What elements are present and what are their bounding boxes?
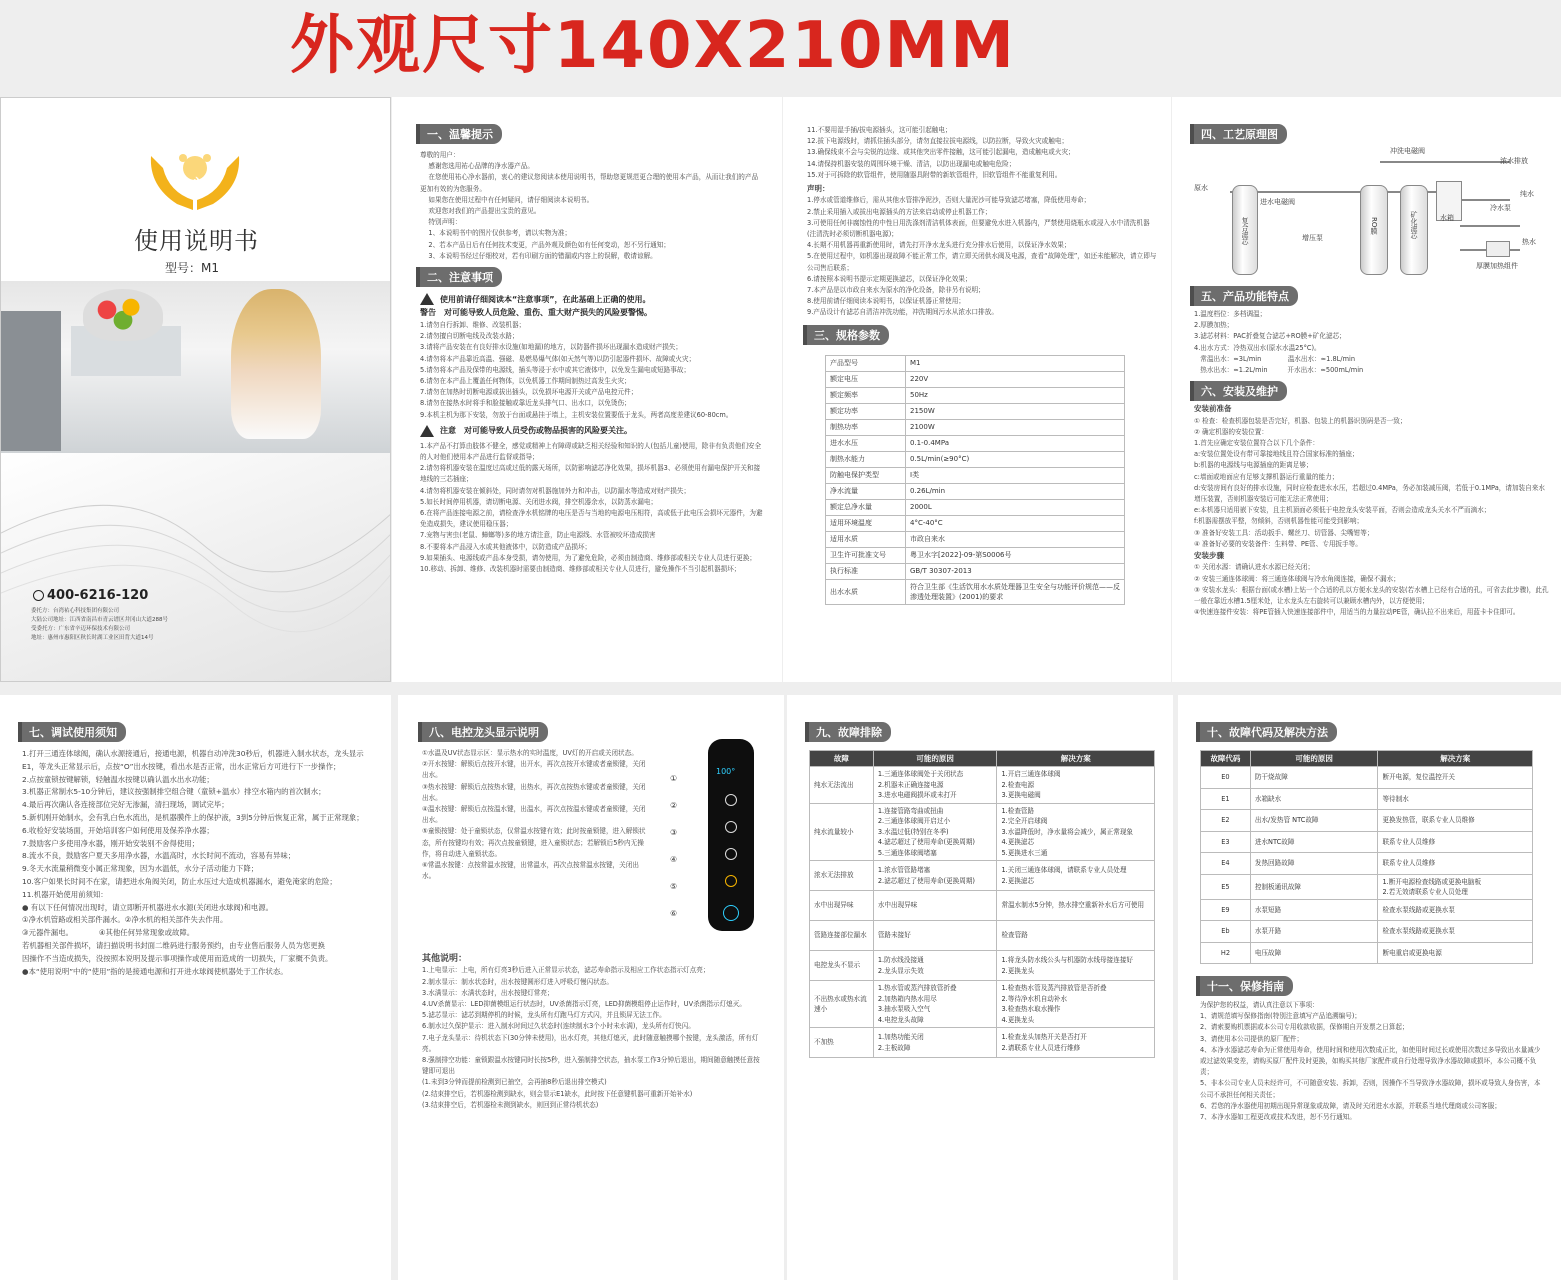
spec-name: 制热功率 xyxy=(826,419,906,435)
table-row xyxy=(1201,874,1533,899)
page-faucet-display xyxy=(398,695,784,1280)
solution-cell: 断开电源，复位温控开关 xyxy=(1378,767,1533,789)
table-row xyxy=(810,803,1155,861)
spec-name: 适用环境温度 xyxy=(826,515,906,531)
spec-name: 卫生许可批准文号 xyxy=(826,547,906,563)
spec-name: 额定功率 xyxy=(826,403,906,419)
section-title: 八、电控龙头显示说明 xyxy=(422,722,548,742)
other-notes-list: 1.上电显示：上电，所有灯亮3秒后进入正常显示状态，滤芯寿命指示及相应工作状态指示灯点亮； 2.制水显示：制水状态时，出水按键圆形灯进入呼吸灯慢闪状态。 3.水满显示：水满状态时，出水按键灯常亮； 4.UV杀菌显示：LED抑菌模组运行状态时，UV杀菌指示灯亮，LED抑菌模组停止运作时，UV杀菌指示灯熄灭。 5.滤芯显示：滤芯到期停机的时候，龙头所有灯跑马灯方式闪，并且锁屏无法工作。 6.制水过久保护显示：进入制水时间过久状态时(连续制水3个小时未水满)，龙头所有灯快闪。 7.电子龙头显示：待机状态下(30分钟未使用)，出水灯亮，其他灯熄灭，此时随意触摸哪个按键，龙头激活，所有灯亮。 8.强制排空功能：童锁跟温水按键同时长按5秒，进入强制排空状态，抽水泵工作3分钟后退出，期间随意触摸任意按键即可退出 (1.未到3分钟而提前检测到已抽空，会再抽8秒后退出排空模式) (2.结束排空后，若机器检测到缺水，则会显示E1缺水，此时按下任意键机器可重新开始补水) (3.结束排空后，若机器检未测到缺水，则回到正常待机状态) xyxy=(422,966,760,1109)
solution-cell: 检查管路 xyxy=(997,921,1155,951)
spec-row xyxy=(826,403,1125,419)
cause-cell: 1.加热功能关闭 2.主板故障 xyxy=(873,1028,997,1058)
spec-row xyxy=(826,419,1125,435)
cause-cell: 控制板通讯故障 xyxy=(1250,874,1378,899)
label-mineral: 矿化滤芯 xyxy=(1410,211,1418,239)
precaution-continued: 11.不要用湿手插/拔电源插头，这可能引起触电； 12.拔下电源线时，请抓住插头部分，请勿直接拉拔电源线，以防拉断，导致火灾或触电； 13.确保线束不会与尖锐的边缘、或其他突出零件接触，这可能引起漏电，造成触电或火灾； 14.请保持机器安装的周围环境干燥、清洁，以防出现漏电或触电危险； 15.对于可拆除的软管组件，使用随器具附带的新软管组件，旧软管组件不能重复利用。 xyxy=(807,126,1075,179)
spec-value: 0.5L/min(≥90°C) xyxy=(906,451,1125,467)
column-header: 可能的原因 xyxy=(873,751,997,767)
spec-value: 220V xyxy=(906,371,1125,387)
child-lock-button[interactable] xyxy=(725,875,737,887)
spec-row xyxy=(826,435,1125,451)
section-title: 十一、保修指南 xyxy=(1200,976,1293,996)
page-statement-spec xyxy=(783,97,1171,682)
cause-cell: 水中出现异味 xyxy=(873,891,997,921)
spec-table xyxy=(825,355,1125,605)
spec-row xyxy=(826,563,1125,579)
label-rinse-valve: 冲洗电磁阀 xyxy=(1390,147,1425,155)
fault-cell: 水中出现异味 xyxy=(810,891,874,921)
spec-name: 产品型号 xyxy=(826,355,906,371)
spec-row xyxy=(826,451,1125,467)
section-title: 五、产品功能特点 xyxy=(1194,286,1298,306)
cause-cell: 1.防水线没接通 2.龙头显示失效 xyxy=(873,951,997,981)
spec-name: 适用水质 xyxy=(826,531,906,547)
cause-cell: 1.连接管路弯曲或扭曲 2.三通连体球阀开启过小 3.水温过低(特别在冬季) 4.滤芯超过了使用寿命(更换周期) 5.三通连体球阀堵塞 xyxy=(873,803,997,861)
spec-row xyxy=(826,579,1125,604)
spec-value: 粤卫水字[2022]-09-第S0006号 xyxy=(906,547,1125,563)
page-tips-precautions xyxy=(392,97,782,682)
spec-name: 额定总净水量 xyxy=(826,499,906,515)
warm-button[interactable] xyxy=(725,848,737,860)
caution-icon xyxy=(420,425,434,437)
spec-row xyxy=(826,467,1125,483)
steps-heading: 安装步骤 xyxy=(1194,551,1224,561)
table-row xyxy=(1201,921,1533,943)
manual-title: 使用说明书 xyxy=(134,227,259,255)
spec-value: 0.26L/min xyxy=(906,483,1125,499)
kitchen-photo xyxy=(1,281,391,453)
solution-cell: 联系专业人员维修 xyxy=(1378,831,1533,853)
page-troubleshooting xyxy=(787,695,1173,1280)
phone-icon xyxy=(33,590,44,601)
spec-row xyxy=(826,531,1125,547)
prep-list: ① 检查：检查机器包装是否完好，机器、包装上的机器识别码是否一致； ② 确定机器的安装位置： 1.首先应确定安装位置符合以下几个条件： a:安装位置处设有带可靠接地线且符合国家标准的插座； b:机器的电源线与电源插座的距离足够； c:墙面或地面应有足够支撑机器运行重量的能力； d:安装房间有良好的排水设施，同时应检查进水水压，若超过0.4MPa，务必加装减压阀，若低于0.1MPa，请加装自来水增压装置，否则机器安装后可能无法正常使用； e:本机器只适用嵌下安装，且主机顶面必须低于电控龙头安装平面，否则会造成龙头关水不严而滴水； f:机器需摆放平整，勿倾斜，否则机器性能可能受到影响； ③ 准备好安装工具：活动扳手、螺丝刀、切管器、尖嘴钳等； ④ 准备好必要的安装备件：生料带、PE管、专用扳手等。 xyxy=(1194,416,1545,548)
spec-value: GB/T 30307-2013 xyxy=(906,563,1125,579)
normal-water-button[interactable] xyxy=(723,905,739,921)
code-cell: E2 xyxy=(1201,810,1251,832)
cause-cell: 进水NTC故障 xyxy=(1250,831,1378,853)
spec-row xyxy=(826,499,1125,515)
solution-cell: 常温水制水5分钟，热水排空重新补水后方可使用 xyxy=(997,891,1155,921)
temperature-readout: 100° xyxy=(716,767,736,776)
section-title: 二、注意事项 xyxy=(420,267,502,287)
section-title: 四、工艺原理图 xyxy=(1194,124,1287,144)
table-row xyxy=(1201,788,1533,810)
solution-cell: 检查水泵线路或更换水泵 xyxy=(1378,899,1533,921)
page-commissioning xyxy=(0,695,391,1280)
error-code-table xyxy=(1200,750,1533,964)
column-header: 可能的原因 xyxy=(1250,751,1378,767)
tap-display-panel xyxy=(708,739,754,931)
page-diagram-features-install xyxy=(1172,97,1561,682)
solution-cell: 等待制水 xyxy=(1378,788,1533,810)
wave-pattern xyxy=(1,453,391,682)
column-header: 解决方案 xyxy=(1378,751,1533,767)
solution-cell: 1.检查热水管及蒸汽排放管是否折叠 2.等待净水机自动补水 3.检查热水取水操作 4.更换龙头 xyxy=(997,981,1155,1028)
label-waste: 浓水排放 xyxy=(1500,157,1528,165)
warning-line: 警告 对可能导致人员危险、重伤、重大财产损失的风险要警惕。 xyxy=(420,308,652,318)
solution-cell: 1.断开电源检查线路或更换电脑板 2.若无效请联系专业人员处理 xyxy=(1378,874,1533,899)
solution-cell: 联系专业人员维修 xyxy=(1378,853,1533,875)
label-cold-pump: 冷水泵 xyxy=(1490,204,1511,212)
table-row xyxy=(1201,767,1533,789)
caution-line: 注意 对可能导致人员受伤或物品损害的风险要关注。 xyxy=(420,425,764,437)
fault-cell: 不加热 xyxy=(810,1028,874,1058)
solution-cell: 1.检查管路 2.完全开启球阀 3.水温降低时，净水量将会减少，属正常现象 4.更换滤芯 5.更换进水三通 xyxy=(997,803,1155,861)
statement-list: 1.停水或管道维修后，需从其他水管排净泥沙，否则大量泥沙可能导致滤芯堵塞，降低使用寿命； 2.禁止采用插入或拔出电源插头的方法来启动或停止机器工作； 3.可使用任何非腐蚀性的中性日用洗涤剂清洁机体表面，但要避免水进入机器内，严禁使用烧瓶水或浸入水中清洗机器(注清洗时必须切断机器电源)； 4.长期不用机器再重新使用时，请先打开净水龙头进行充分排水后使用，以保证净水效果； 5.在使用过程中，如机器出现故障不能正常工作，请立即关闭供水阀及电源，查看“故障处理”，如还未能解决，请立即与公司售后联系； 6.请按照本说明书提示定期更换滤芯，以保证净化效果； 7.本产品是以市政自来水为原水的净化设备，除非另有说明； 8.使用前请仔细阅读本说明书，以保证机器正常使用； 9.产品设计有滤芯自清洁冲洗功能，冲洗期间污水从浓水口排放。 xyxy=(807,196,1157,317)
spec-row xyxy=(826,387,1125,403)
solution-cell: 检查水泵线路或更换水泵 xyxy=(1378,921,1533,943)
greeting-text: 尊敬的用户： 感谢您选用祐心品牌的净水器产品。 在您使用祐心净水器前，衷心的建议您阅读本使用说明书，帮助您更规范更合理的使用本产品，从而让我们的产品更加有效的为您服务。 如果您在使用过程中有任何疑问，请仔细阅读本说明书。 欢迎您对我们的产品提出宝贵的意见。 特别声明： 1、本说明书中的图片仅供参考，请以实物为准； 2、若本产品日后有任何技术变更，产品外观及颜色如有任何变动，恕不另行通知； 3、本说明书经过仔细校对，若有印刷方面的错漏或内容上的误解，敬请谅解。 xyxy=(420,151,759,260)
spec-row xyxy=(826,355,1125,371)
fault-cell: 电控龙头不显示 xyxy=(810,951,874,981)
spec-row xyxy=(826,483,1125,499)
label-pure: 纯水 xyxy=(1520,190,1534,198)
table-row xyxy=(810,981,1155,1028)
fault-cell: 纯水无法流出 xyxy=(810,767,874,804)
code-cell: Eb xyxy=(1201,921,1251,943)
spec-value: 0.1-0.4MPa xyxy=(906,435,1125,451)
label-inlet-valve: 进水电磁阀 xyxy=(1260,198,1295,206)
table-row xyxy=(810,767,1155,804)
spec-name: 执行标准 xyxy=(826,563,906,579)
table-row xyxy=(1201,810,1533,832)
section-title: 一、温馨提示 xyxy=(420,124,502,144)
spec-name: 出水水质 xyxy=(826,579,906,604)
boiling-button[interactable] xyxy=(725,794,737,806)
code-cell: E0 xyxy=(1201,767,1251,789)
steps-list: ① 关闭水源：请确认进水水源已经关闭； ② 安装三通连体球阀：将三通连体球阀与冷水角阀连接，确保不漏水； ③ 安装水龙头：根据台面(或水槽)上钻一个合适的孔以方便水龙头的安装(若水槽上已经有合适的孔，可省去此步骤)，此孔一般在靠近水槽1.5厘米处，让水龙头左右旋转可以兼顾水槽内外，以方便使用； ④快速连接件安装：将PE管插入快速连接部件中，用适当的力量拉动PE管，确认拉不出来后，用蓝卡卡住即可。 xyxy=(1194,563,1549,617)
fault-cell: 浓水无法排放 xyxy=(810,861,874,891)
solution-cell: 断电重启或更换电源 xyxy=(1378,942,1533,964)
label-ro: RO膜 xyxy=(1370,217,1378,235)
spec-row xyxy=(826,371,1125,387)
solution-cell: 1.将龙头防水线公头与机器防水线母接连接好 2.更换龙头 xyxy=(997,951,1155,981)
warning-icon xyxy=(420,293,434,305)
troubleshooting-table xyxy=(809,750,1155,1058)
cause-cell: 电压故障 xyxy=(1250,942,1378,964)
solution-cell: 1.检查龙头加热开关是否打开 2.请联系专业人员进行维修 xyxy=(997,1028,1155,1058)
table-row xyxy=(1201,831,1533,853)
spec-value: 2000L xyxy=(906,499,1125,515)
hotline: 400-6216-120 xyxy=(47,588,149,603)
spec-value: 4°C-40°C xyxy=(906,515,1125,531)
cause-cell: 发热回路故障 xyxy=(1250,853,1378,875)
cause-cell: 防干烧故障 xyxy=(1250,767,1378,789)
spec-value: 2150W xyxy=(906,403,1125,419)
code-cell: E4 xyxy=(1201,853,1251,875)
heater-box xyxy=(1486,241,1510,257)
table-row xyxy=(810,891,1155,921)
cause-cell: 出水/发热管 NTC故障 xyxy=(1250,810,1378,832)
spec-name: 额定电压 xyxy=(826,371,906,387)
spec-value: I类 xyxy=(906,467,1125,483)
spec-name: 净水流量 xyxy=(826,483,906,499)
code-cell: E9 xyxy=(1201,899,1251,921)
spec-row xyxy=(826,547,1125,563)
label-raw-water: 原水 xyxy=(1194,184,1208,192)
section-title: 六、安装及维护 xyxy=(1194,381,1287,401)
cause-cell: 1.热水管或蒸汽排放管折叠 2.加热箱内热水用尽 3.抽水泵吸入空气 4.电控龙头故障 xyxy=(873,981,997,1028)
fault-cell: 不出热水或热水流速小 xyxy=(810,981,874,1028)
section-title: 十、故障代码及解决方法 xyxy=(1200,722,1337,742)
solution-cell: 更换发热管，联系专业人员维修 xyxy=(1378,810,1533,832)
solution-cell: 1.关闭三通连体球阀，请联系专业人员处理 2.更换滤芯 xyxy=(997,861,1155,891)
prep-heading: 安装前准备 xyxy=(1194,404,1232,414)
table-row xyxy=(810,951,1155,981)
label-pump: 增压泵 xyxy=(1302,234,1323,242)
label-composite: 复合滤芯 xyxy=(1241,217,1249,245)
code-cell: E5 xyxy=(1201,874,1251,899)
table-row xyxy=(810,921,1155,951)
spec-value: 市政自来水 xyxy=(906,531,1125,547)
brand-logo xyxy=(147,146,243,216)
cause-cell: 1.三通连体球阀处于关闭状态 2.机器未正确连接电源 3.进水电磁阀损坏或未打开 xyxy=(873,767,997,804)
cause-cell: 水泵短路 xyxy=(1250,899,1378,921)
cause-cell: 水泵开路 xyxy=(1250,921,1378,943)
label-tank: 水箱 xyxy=(1440,214,1454,222)
spec-value: 2100W xyxy=(906,419,1125,435)
warning-line: 使用前请仔细阅读本“注意事项”，在此基础上正确的使用。 xyxy=(420,293,764,305)
cause-cell: 水箱缺水 xyxy=(1250,788,1378,810)
caution-list: 1.本产品不打算由肢体不健全，感觉或精神上有障碍或缺乏相关经验和知识的人(包括儿童)使用，除非有负责他们安全的人对他们使用本产品进行监督或指导； 2.请勿将机器安装在温度过高或过低的露天场所，以防影响滤芯净化效果，损坏机器3、必须使用有漏电保护开关和接地线的三芯插座； 4.请勿将机器安装在倾斜处，同时请勿对机器施加外力和冲击，以防漏水等造成对财产损失； 5.如长时间停用机器，请切断电源、关闭进水阀，排空机器余水，以防蒸水漏电； 6.在将产品连接电源之前，请检查净水机铭牌的电压是否与当地的电源电压相符，高或低于此电压会损坏元器件，为避免造成损失，建议使用稳压器； 7.宠物与害虫(老鼠、蟑螂等)多的地方请注意，防止电源线、水管被咬坏造成损害 8.不要将本产品浸入水或其他液体中，以防造成产品损坏； 9.如果插头、电源线或产品本身受损，请勿使用，为了避免危险，必须由制造商、维修部或相关专业人员进行更换； 10.移动、拆卸、维修、改装机器时需要由制造商、维修部或相关专业人员进行，避免操作不当引起机器损坏； xyxy=(420,441,763,574)
column-header: 故障代码 xyxy=(1201,751,1251,767)
cause-cell: 1.浓水管管路堵塞 2.滤芯超过了使用寿命(更换周期) xyxy=(873,861,997,891)
table-row xyxy=(810,861,1155,891)
label-heater: 厚膜加热组件 xyxy=(1476,262,1518,270)
code-cell: E1 xyxy=(1201,788,1251,810)
spec-name: 制热水能力 xyxy=(826,451,906,467)
section-title: 九、故障排除 xyxy=(809,722,891,742)
label-hot: 热水 xyxy=(1522,238,1536,246)
column-header: 故障 xyxy=(810,751,874,767)
features-list: 1.温度档位：多档调温； 2.厚膜加热； 3.滤芯材料：PAC折叠复合滤芯+RO膜+矿化滤芯； 4.出水方式：冷热双出水(原水水温25°C)。 常温出水：≈3L/min 温水出水：≈1.8L/min 热水出水：≈1.2L/min 开水出水：≈500mL/min xyxy=(1194,310,1364,375)
section-title: 三、规格参数 xyxy=(807,325,889,345)
code-cell: E3 xyxy=(1201,831,1251,853)
fault-cell: 管路连接部位漏水 xyxy=(810,921,874,951)
table-row xyxy=(1201,853,1533,875)
spec-name: 进水水压 xyxy=(826,435,906,451)
process-diagram xyxy=(1190,141,1550,281)
spec-value: M1 xyxy=(906,355,1125,371)
spec-value: 符合卫生部《生活饮用水水质处理器卫生安全与功能评价规范——反渗透处理装置》(2001)的要求 xyxy=(906,579,1125,604)
column-header: 解决方案 xyxy=(997,751,1155,767)
spec-row xyxy=(826,515,1125,531)
section-title: 七、调试使用须知 xyxy=(22,722,126,742)
code-cell: H2 xyxy=(1201,942,1251,964)
button-descriptions: ①水温及UV状态显示区：显示热水的实时温度，UV灯的开启或关闭状态。 ②开水按键：解锁后点按开水键，出开水，再次点按开水键或者童锁键，关闭出水。 ③热水按键：解锁后点按热水键，出热水，再次点按热水键或者童锁键，关闭出水。 ④温水按键：解锁后点按温水键，出温水，再次点按温水键或者童锁键，关闭出水。 ⑤童锁按键：处于童锁状态，仅常温水按键有效；此时按童锁键，进入解锁状态，所有按键均有效；再次点按童锁键，进入童锁状态；若解锁后5秒内无操作，将自动进入童锁状态。 ⑥常温水按键：点按常温水按键，出常温水，再次点按常温水按键，关闭出水。 xyxy=(422,749,646,881)
fault-cell: 纯水流量较小 xyxy=(810,803,874,861)
dimension-title: 外观尺寸140X210MM xyxy=(290,9,1016,83)
warranty-list: 为保护您的权益，请认真注意以下事项： 1、请规范填写保修指南(特别注意填写产品追溯编号)； 2、请索要购机票据或本公司专用收款收据，保修期自开发票之日算起； 3、请使用本公司提供的原厂配件； 4、本净水器滤芯寿命为正常使用寿命，使用时间和使用次数成正比，如使用时间过长或使用次数过多导致出水量减少或过滤效果变差，请购买原厂配件及时更换，如购买其他厂家配件或自行处理导致净水器故障或损坏，本公司概不负责； 5、非本公司专业人员未经许可，不可随意安装、拆卸，否则，因操作不当导致净水器故障，损坏或导致人身伤害，本公司不承担任何相关责任； 6、若您的净水器使用初期出现异常现象或故障，请及时关闭进水水源，并联系当地代理商或公司客服； 7、本净水器如工程更改或技术改进，恕不另行通知。 xyxy=(1200,1001,1541,1122)
other-notes-heading: 其他说明： xyxy=(422,954,468,964)
page-error-codes-warranty xyxy=(1178,695,1561,1280)
solution-cell: 1.开启三通连体球阀 2.检查电源 3.更换电磁阀 xyxy=(997,767,1155,804)
cause-cell: 管路未接好 xyxy=(873,921,997,951)
table-row xyxy=(810,1028,1155,1058)
spec-name: 额定频率 xyxy=(826,387,906,403)
warning-list: 1.请勿自行拆卸、维修、改装机器； 2.请勿擅自切断电线及改装水路； 3.请将产品安装在有良好排水设施(如地漏)的地方，以防器件损坏出现漏水造成财产损失； 4.请勿将本产品靠近高温、强磁、易燃易爆气体(如天然气等)以防引起器件损坏、故障或火灾； 5.请勿将本产品及保带的电源线，插头等浸于水中或其它液体中，以免发生漏电或短路事故； 6.请勿在本产品上覆盖任何物体，以免机器工作期间制热过高发生火灾； 7.请勿在加热时切断电源或拔出插头，以免损坏电源开关或产品电控元件； 8.请勿在接热水时将手和脸接触或靠近龙头排气口、出水口，以免烫伤； 9.本机主机为那下安装，勿放于台面或悬挂于墙上，主机安装位置要低于龙头，两者高度差建议60-80cm。 xyxy=(420,321,733,419)
statement-heading: 声明： xyxy=(807,184,830,194)
table-row xyxy=(1201,942,1533,964)
spec-name: 防触电保护类型 xyxy=(826,467,906,483)
company-info: 委托方：台湾祐心科技集团有限公司 大陆公司地址：江西省南昌市青云谱区井冈山大道288号 受委托方：广东省辛迈环保技术有限公司 地址：惠州市惠阳区秋长时湖工业区田背大道14号 xyxy=(31,608,168,641)
hot-button[interactable] xyxy=(725,821,737,833)
model-label: 型号：M1 xyxy=(165,261,219,275)
cover-page xyxy=(0,97,391,682)
brand-name: 祐心 xyxy=(176,177,204,193)
spec-value: 50Hz xyxy=(906,387,1125,403)
tap-callouts: ① ② ③ ④ ⑤ ⑥ xyxy=(670,774,678,918)
commissioning-list: 1.打开三通连体球阀，确认水源接通后，接通电源，机器自动冲洗30秒后，机器进入制水状态，龙头显示E1，等龙头正常显示后，点按“O”出水按键，看出水是否正常，出水正常后方可进行下一步操作； 2.点按童锁按键解锁，轻触温水按键以确认温水出水功能； 3.机器正常制水5-10分钟后，建议按强制排空组合键（童锁+温水）排空水箱内的首次制水； 4.最后再次确认各连接部位完好无渗漏，清扫现场，调试完毕； 5.新机刚开始制水，会有乳白色水流出，是机器膜件上的保护液，3到5分钟后恢复正常，属于正常现象； 6.收检好安装场面，开始培训客户如何使用及保养净水器； 7.鼓励客户多使用净水器，刚开始安装别不舍得使用； 8.流水不良，鼓励客户夏天多用净水器，水温高时，水长时间不流动，容易有异味； 9.冬天水流量稍微变小属正常现象，因为水温低，水分子活动能力下降； 10.客户如果长时间不在家，请把进水角阀关闭，防止水压过大造成机器漏水，避免淹家的危险； 11.机器开始使用前须知： ● 有以下任何情况出现时，请立即断开机器进水水源(关闭进水球阀)和电源。 ①净水机管路或相关部件漏水。②净水机的相关部件失去作用。 ③元器件漏电。 ④其他任何异常现象或故障。 若机器相关部件损坏，请扫描说明书封面二维码进行服务预约，由专业售后服务人员为您更换 因操作不当造成损失，没按照本说明及提示事项操作或使用而造成的一切损失，厂家概不负责。 ●本“使用说明”中的“使用”指的是接通电源和打开进水球阀使机器处于工作状态。 xyxy=(22,749,364,976)
table-row xyxy=(1201,899,1533,921)
